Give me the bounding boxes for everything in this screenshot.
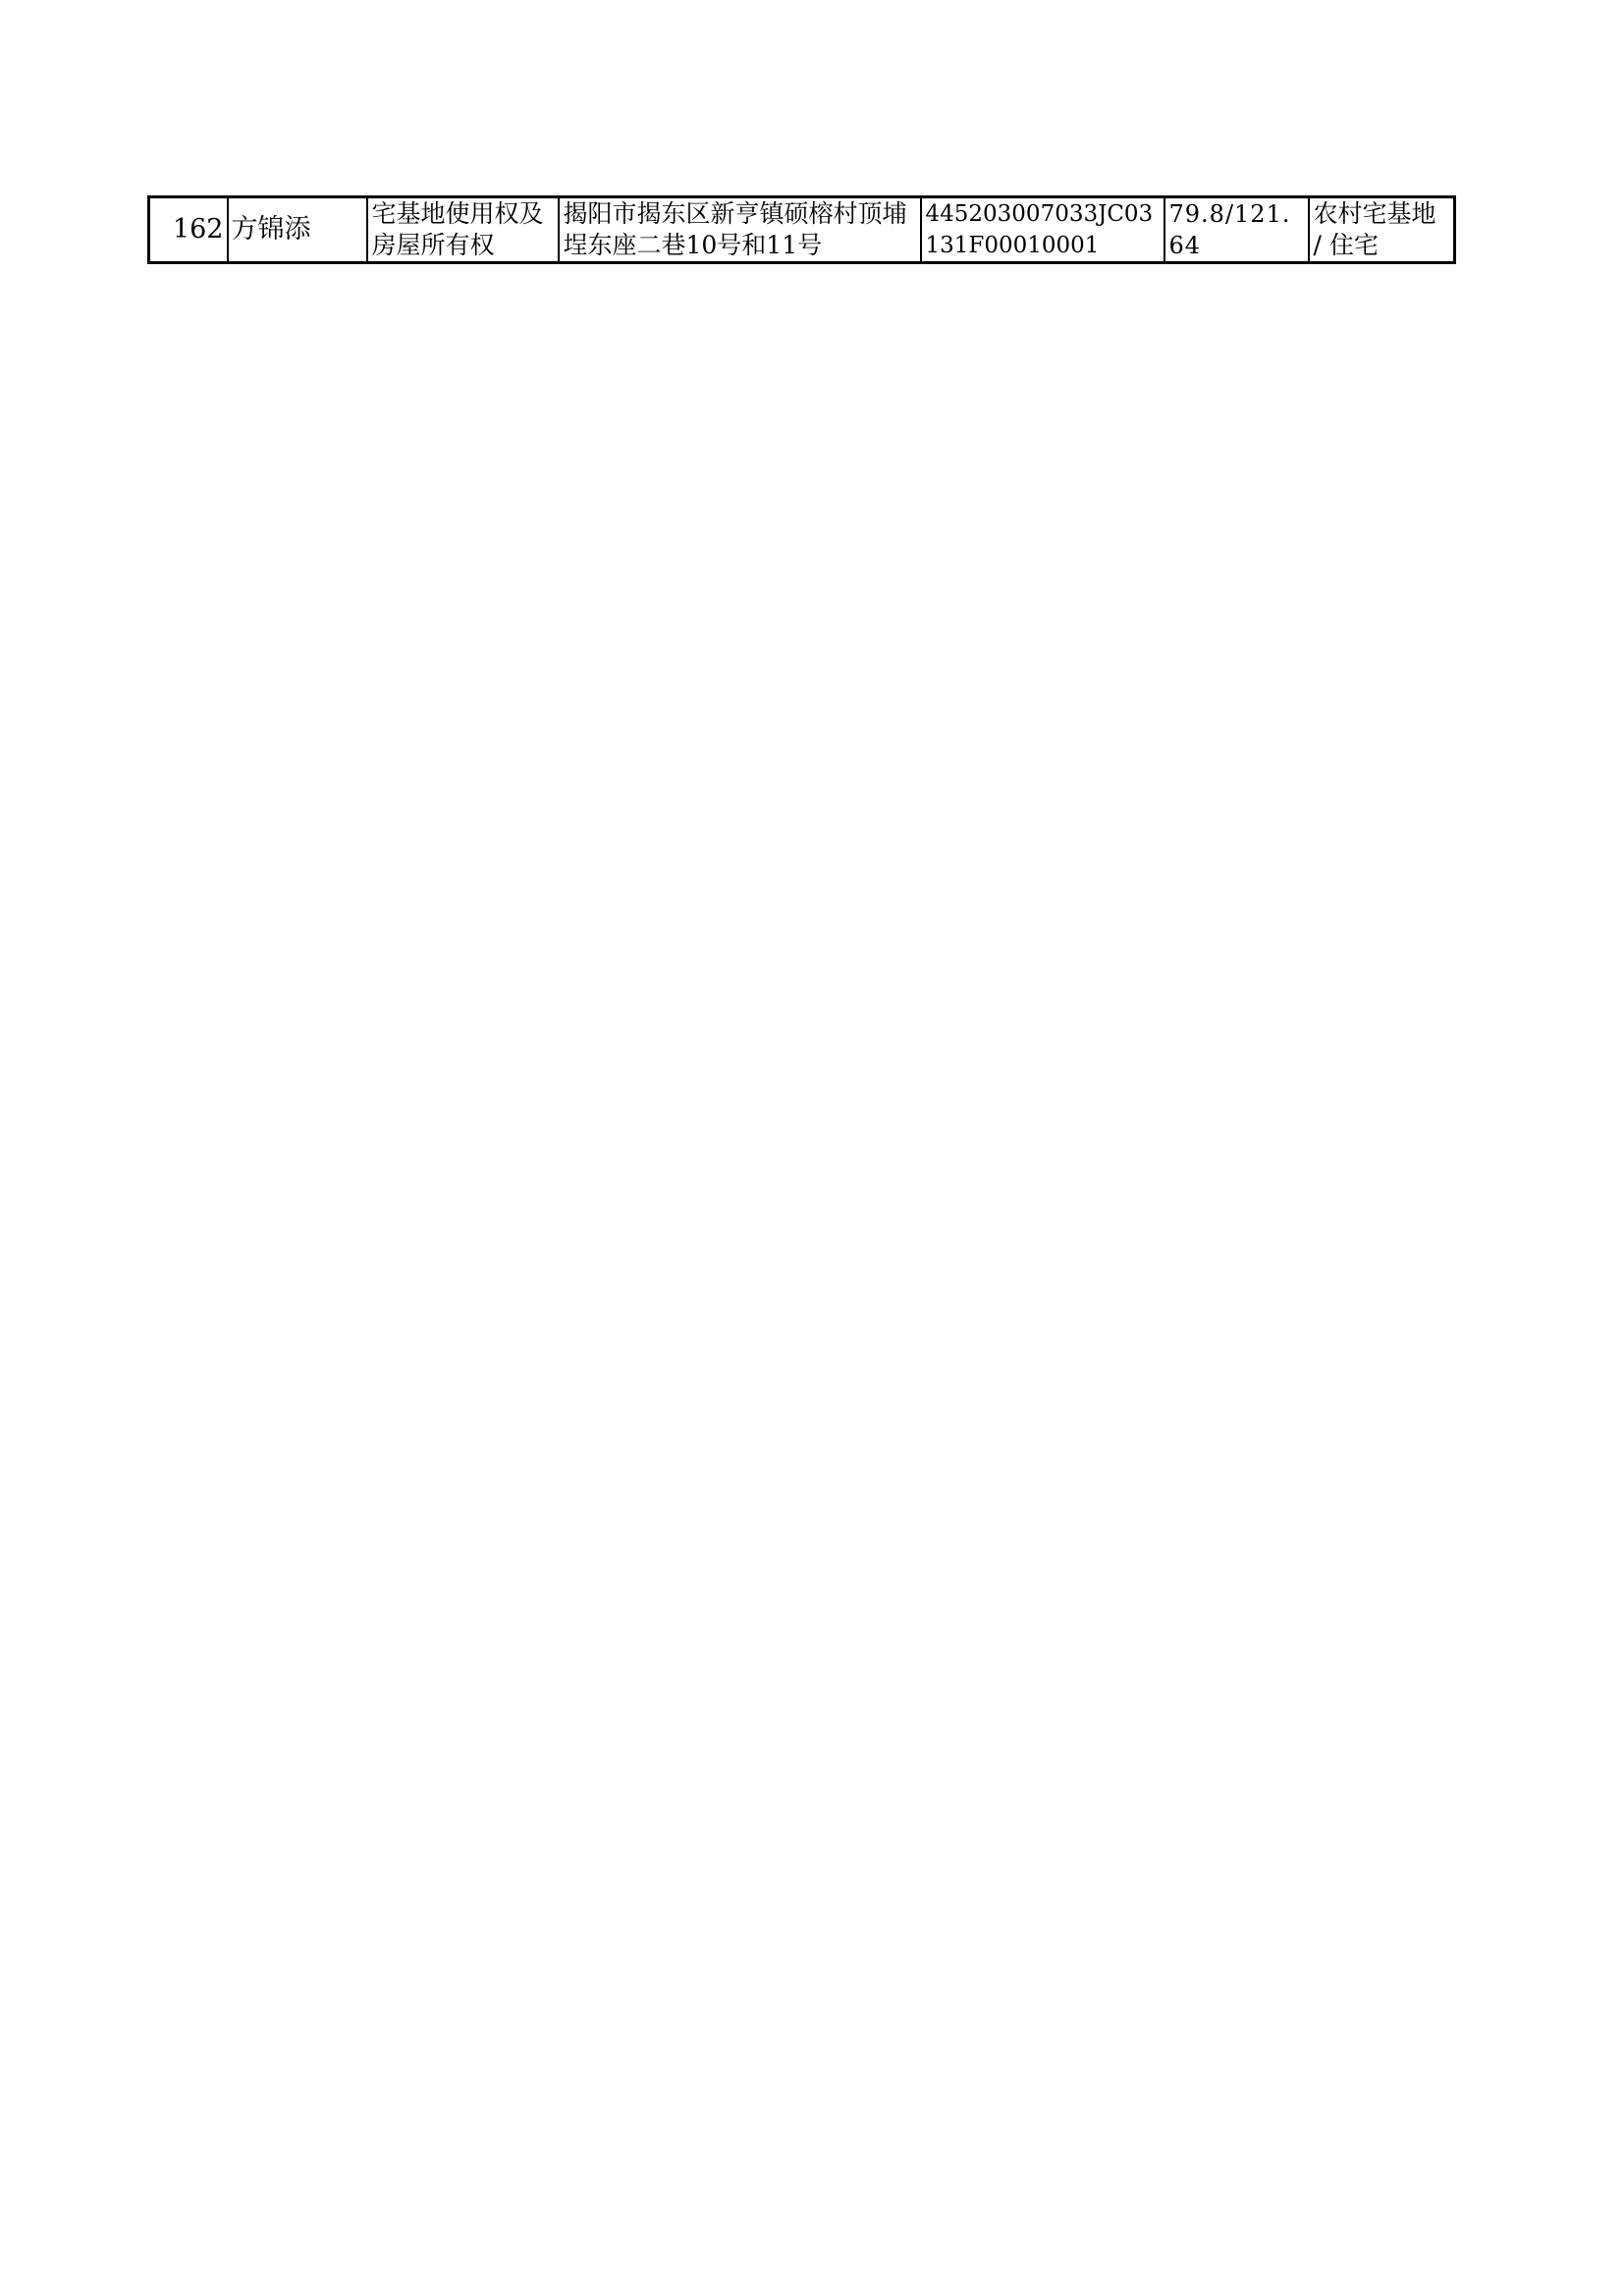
table-row — [149, 197, 1455, 263]
property-rights-table — [147, 195, 1456, 264]
row-number-cell: 162 — [149, 197, 228, 263]
usage-cell: 农村宅基地 / 住宅 — [1309, 197, 1455, 263]
right-type-cell: 宅基地使用权及房屋所有权 — [367, 197, 559, 263]
table-body — [149, 197, 1455, 263]
owner-name-cell: 方锦添 — [228, 197, 367, 263]
location-cell: 揭阳市揭东区新亨镇硕榕村顶埔埕东座二巷10号和11号 — [559, 197, 921, 263]
unit-number-cell: 445203007033JC03131F00010001 — [921, 197, 1164, 263]
area-value-cell: 79.8/121.64 — [1164, 197, 1309, 263]
